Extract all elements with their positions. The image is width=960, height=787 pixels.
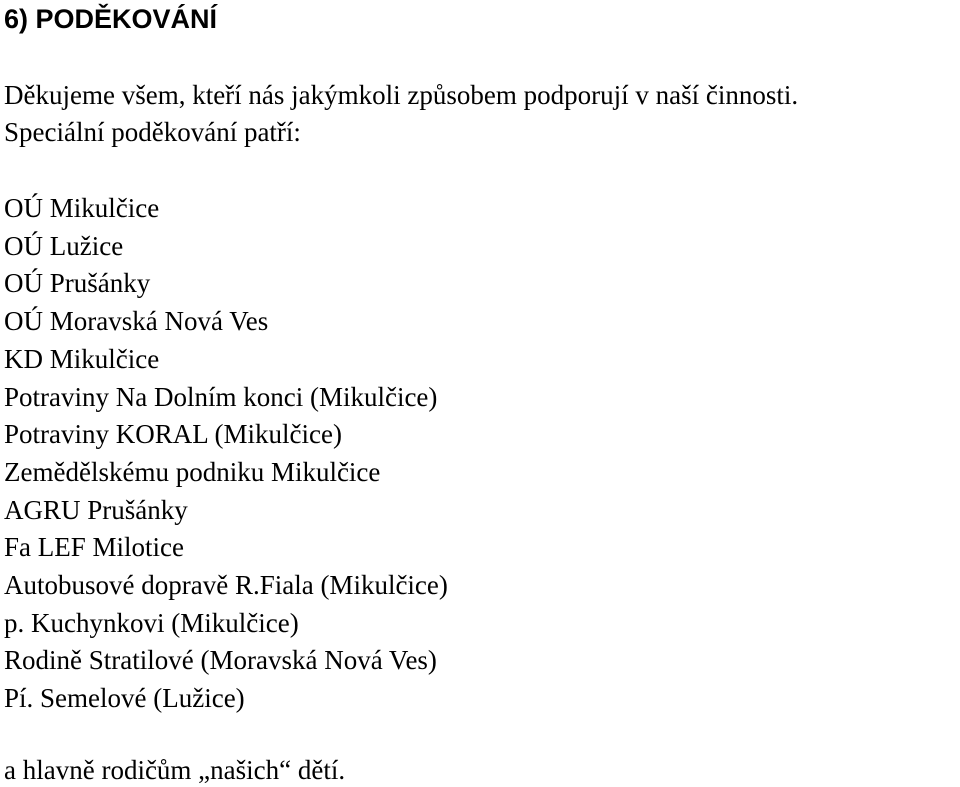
list-item: Autobusové dopravě R.Fiala (Mikulčice) [4, 570, 448, 601]
list-item: Zemědělskému podniku Mikulčice [4, 456, 381, 487]
closing-text: a hlavně rodičům „našich“ dětí. [4, 755, 346, 785]
list-item: OÚ Prušánky [4, 268, 151, 299]
list-item: KD Mikulčice [4, 343, 160, 374]
section-heading: 6) PODĚKOVÁNÍ [4, 4, 218, 34]
intro-text: Děkujeme všem, kteří nás jakýmkoli způsobem podporují v naší činnosti. [4, 80, 799, 110]
list-item: OÚ Mikulčice [4, 193, 160, 223]
list-item: Pí. Semelové (Lužice) [4, 683, 245, 714]
list-item: OÚ Lužice [4, 230, 124, 261]
list-item: OÚ Moravská Nová Ves [4, 306, 269, 337]
list-item: AGRU Prušánky [4, 494, 188, 525]
list-item: Potraviny KORAL (Mikulčice) [4, 419, 342, 450]
list-item: Rodině Stratilové (Moravská Nová Ves) [4, 645, 437, 676]
special-thanks-label: Speciální poděkování patří: [4, 117, 301, 147]
list-item: p. Kuchynkovi (Mikulčice) [4, 607, 299, 638]
list-item: Potraviny Na Dolním konci (Mikulčice) [4, 381, 438, 412]
list-item: Fa LEF Milotice [4, 532, 184, 563]
thanks-list [4, 190, 448, 718]
